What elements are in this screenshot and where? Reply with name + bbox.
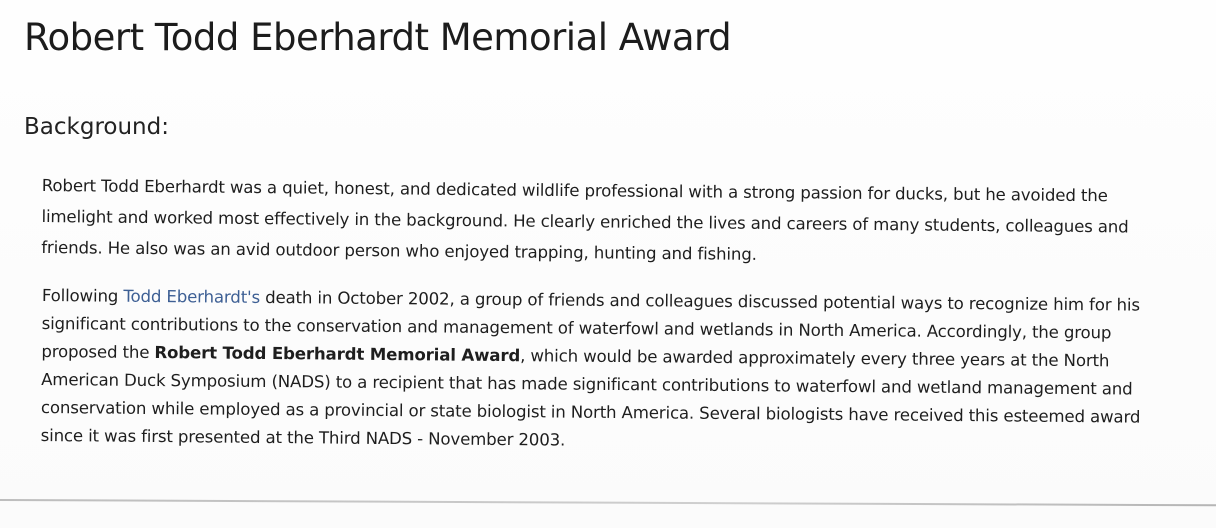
paragraph-2-line-6: since it was first presented at the Third NADS - November 2003. [40, 425, 566, 450]
paragraph-1-line-3: friends. He also was an avid outdoor person who enjoyed trapping, hunting and fishing. [41, 237, 757, 264]
paragraph-2-line-3-lead: proposed the [41, 341, 155, 362]
background-heading: Background: [24, 114, 169, 140]
page-title: Robert Todd Eberhardt Memorial Award [24, 16, 732, 59]
paragraph-2-line-2: significant contributions to the conservation and management of waterfowl and wetlands in North America. Accordingly, the group [41, 313, 1112, 343]
paragraph-2-line-3-rest: , which would be awarded approximately every three years at the North [520, 346, 1110, 371]
paragraph-2-line-4: American Duck Symposium (NADS) to a recipient that has made significant contributions to waterfowl and wetland management and [41, 369, 1133, 399]
paragraph-1-line-2: limelight and worked most effectively in the background. He clearly enriched the lives and careers of many students, colleagues and [41, 206, 1129, 237]
paragraph-2-line-1-lead: Following [41, 285, 124, 306]
paragraph-2-line-1-rest: death in October 2002, a group of friends and colleagues discussed potential ways to recognize him for his [259, 287, 1141, 315]
award-name-bold: Robert Todd Eberhardt Memorial Award [154, 342, 521, 366]
bottom-divider [0, 499, 1216, 506]
paragraph-1-line-1: Robert Todd Eberhardt was a quiet, honest, and dedicated wildlife professional with a strong passion for ducks, but he avoided the [41, 175, 1108, 206]
paragraph-1 [41, 170, 1129, 273]
paragraph-2 [41, 282, 1142, 460]
paragraph-2-line-5: conservation while employed as a provincial or state biologist in North America. Several biologists have received this esteemed award [40, 397, 1141, 427]
todd-eberhardt-link[interactable]: Todd Eberhardt's [123, 286, 261, 307]
